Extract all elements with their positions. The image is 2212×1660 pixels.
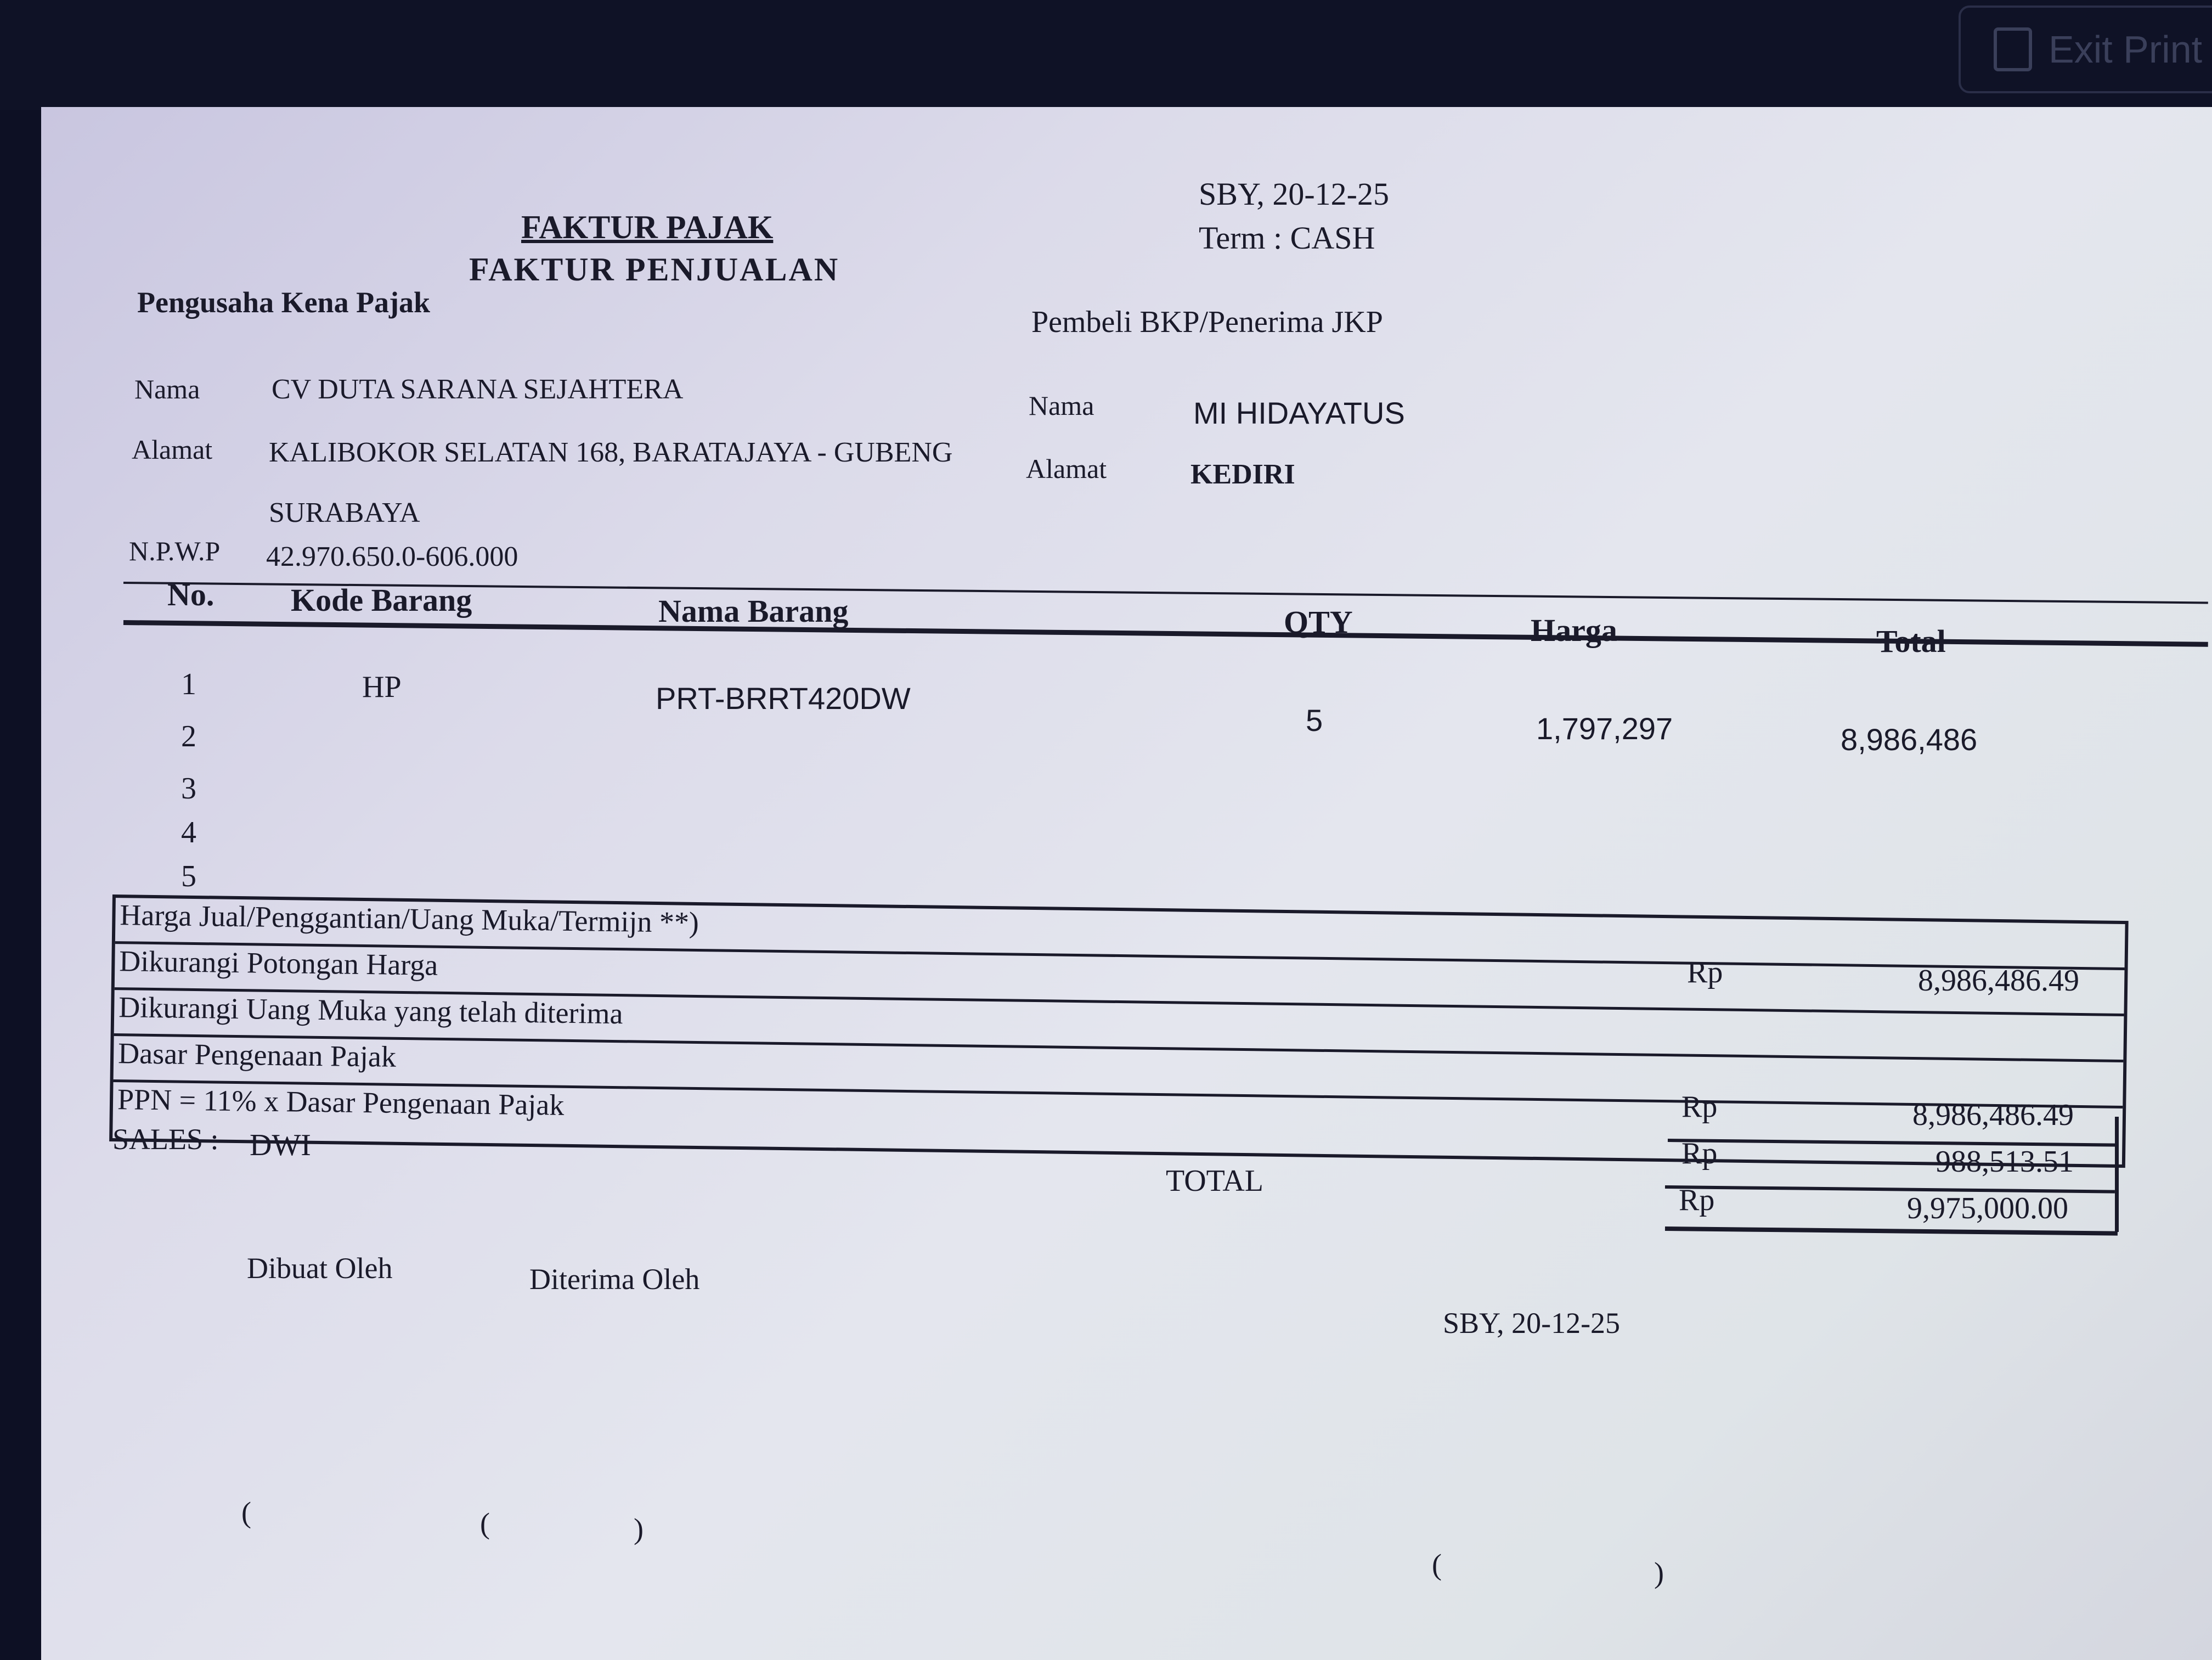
invoice-page [41, 107, 2212, 1660]
signature-paren-open: ( [1432, 1548, 1442, 1581]
invoice-subtitle: FAKTUR PENJUALAN [469, 251, 840, 288]
window-top-bar [0, 0, 2212, 110]
signature-paren-close: ) [1654, 1556, 1664, 1589]
invoice-date: SBY, 20-12-25 [1199, 176, 1389, 212]
total-label: TOTAL [1166, 1164, 1264, 1198]
seller-name: CV DUTA SARANA SEJAHTERA [272, 374, 684, 405]
buyer-address-label: Alamat [1026, 453, 1107, 484]
row-no: 2 [181, 719, 196, 753]
row-no: 4 [181, 815, 196, 849]
exit-icon [1994, 27, 2032, 71]
seller-heading: Pengusaha Kena Pajak [137, 286, 431, 319]
total-amount: 9,975,000.00 [1907, 1191, 2068, 1225]
seller-address-line2: SURABAYA [269, 497, 420, 528]
currency-symbol: Rp [1681, 1090, 1718, 1124]
sales-name: DWI [250, 1128, 311, 1162]
dpp-amount: 8,986,486.49 [1912, 1098, 2074, 1132]
row-harga: 1,797,297 [1536, 711, 1673, 746]
diterima-oleh-label: Diterima Oleh [529, 1263, 700, 1296]
col-header-qty: QTY [1284, 604, 1353, 640]
col-header-harga: Harga [1531, 612, 1617, 648]
currency-symbol: Rp [1679, 1183, 1715, 1217]
row-total: 8,986,486 [1841, 722, 1978, 757]
seller-address-label: Alamat [132, 434, 213, 465]
row-qty: 5 [1306, 703, 1323, 738]
summary-label: Dikurangi Potongan Harga [119, 944, 438, 982]
col-header-no: No. [167, 577, 215, 612]
ppn-amount: 988,513.51 [1936, 1145, 2074, 1179]
exit-print-label: Exit Print [2049, 28, 2203, 71]
row-nama: PRT-BRRT420DW [656, 681, 911, 716]
total-box-right-border [2115, 1117, 2119, 1232]
summary-label: Dasar Pengenaan Pajak [117, 1037, 397, 1073]
currency-symbol: Rp [1681, 1136, 1718, 1171]
summary-label: PPN = 11% x Dasar Pengenaan Pajak [117, 1083, 565, 1122]
npwp-value: 42.970.650.0-606.000 [266, 541, 518, 572]
signature-paren-open: ( [241, 1496, 251, 1529]
exit-print-button[interactable] [1959, 5, 2212, 93]
row-no: 3 [181, 772, 196, 806]
row-no: 1 [181, 667, 196, 701]
seller-name-label: Nama [134, 374, 200, 404]
dibuat-oleh-label: Dibuat Oleh [247, 1252, 393, 1285]
npwp-label: N.P.W.P [129, 536, 221, 566]
buyer-heading: Pembeli BKP/Penerima JKP [1031, 305, 1383, 339]
harga-jual-amount: 8,986,486.49 [1918, 964, 2079, 998]
footer-date: SBY, 20-12-25 [1443, 1307, 1621, 1340]
signature-paren-open: ( [480, 1507, 490, 1540]
sales-label: SALES : [112, 1123, 219, 1156]
row-kode: HP [362, 670, 402, 704]
buyer-address: KEDIRI [1190, 459, 1295, 490]
summary-label: Dikurangi Uang Muka yang telah diterima [118, 991, 623, 1031]
buyer-name-label: Nama [1029, 390, 1094, 421]
col-header-nama: Nama Barang [658, 593, 849, 629]
summary-label: Harga Jual/Penggantian/Uang Muka/Termijn **) [120, 898, 699, 939]
seller-address-line1: KALIBOKOR SELATAN 168, BARATAJAYA - GUBENG [269, 437, 953, 468]
payment-term: Term : CASH [1199, 220, 1375, 256]
invoice-title: FAKTUR PAJAK [521, 209, 774, 245]
signature-paren-close: ) [634, 1512, 644, 1545]
buyer-name: MI HIDAYATUS [1193, 396, 1405, 430]
currency-symbol: Rp [1687, 955, 1723, 989]
total-box-rule [1665, 1226, 2118, 1236]
row-no: 5 [181, 859, 196, 893]
col-header-kode: Kode Barang [291, 582, 472, 618]
